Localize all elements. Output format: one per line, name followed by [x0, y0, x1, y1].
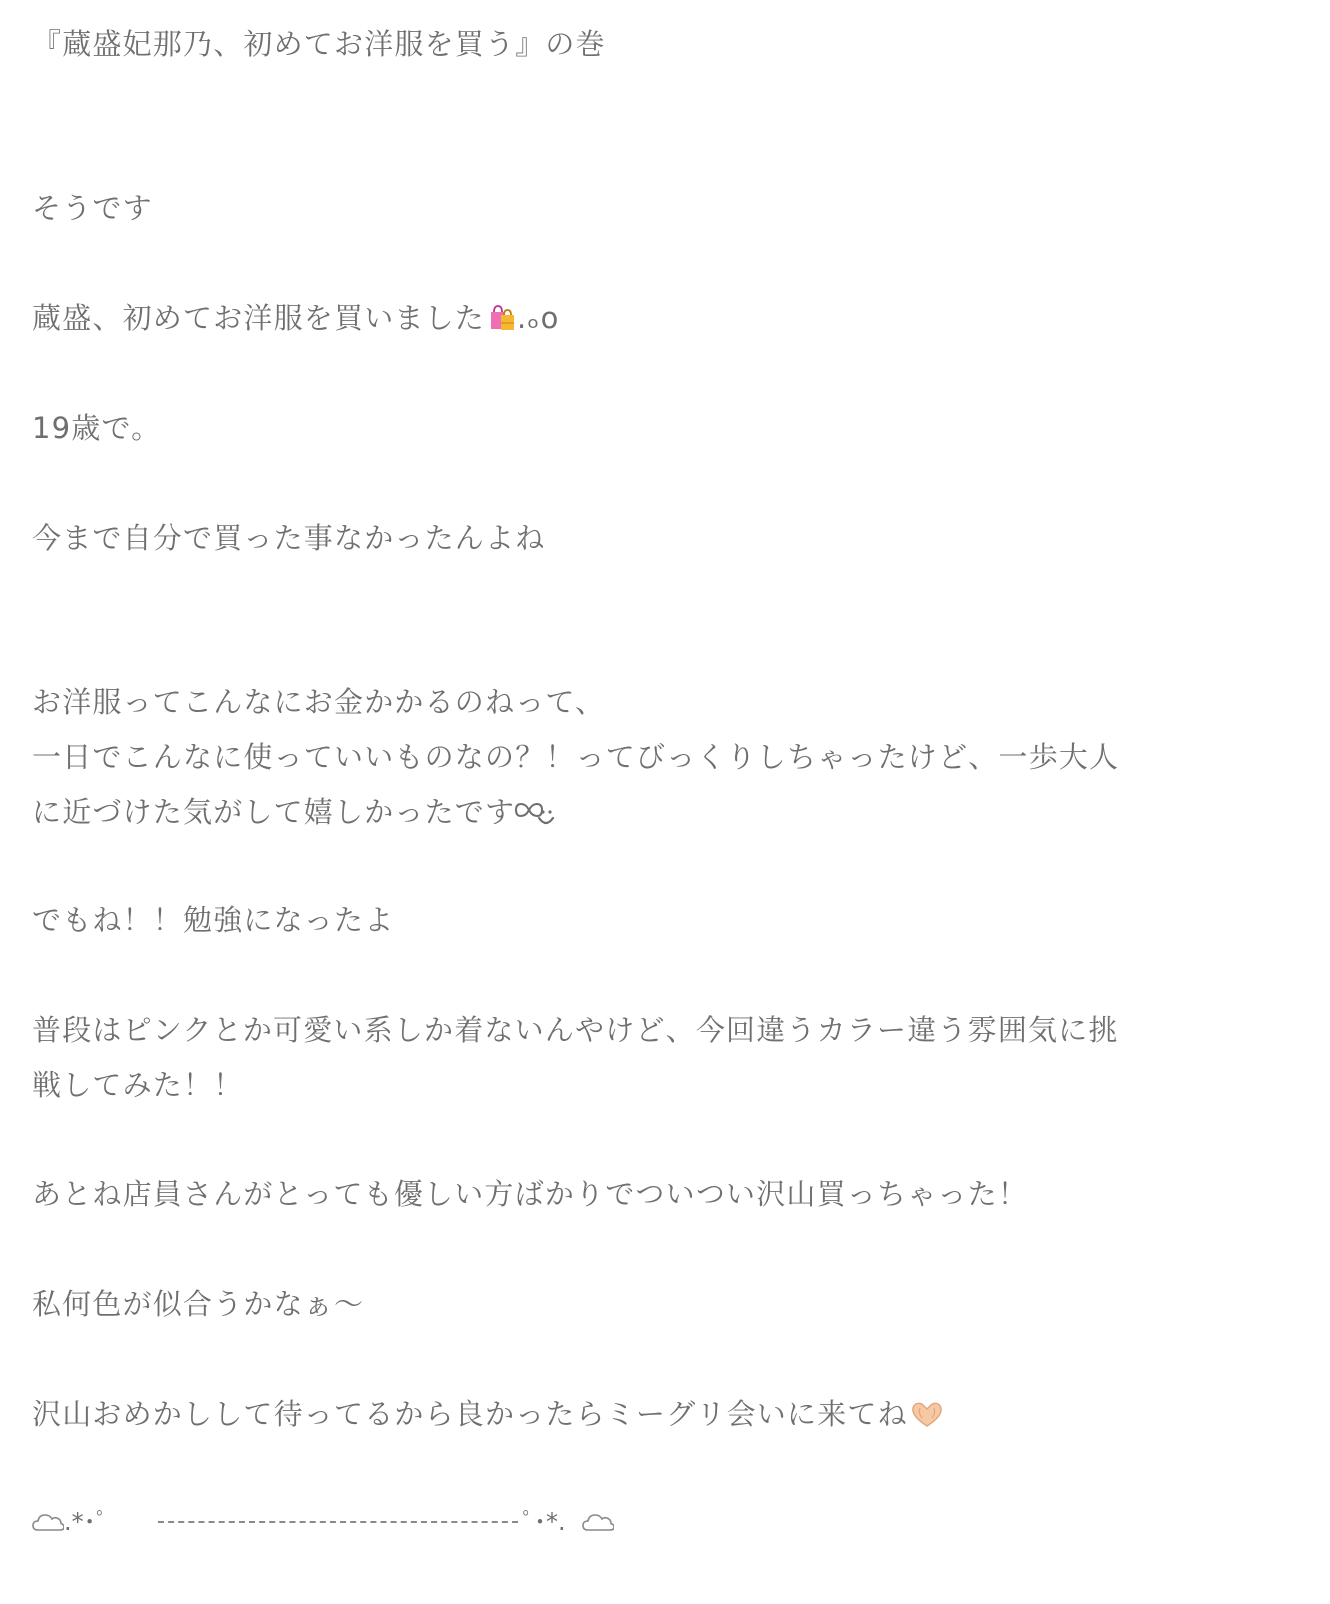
heart-hands-icon: [910, 1399, 944, 1429]
paragraph-line: に近づけた気がして嬉しかったです: [32, 784, 559, 840]
divider-decoration: [32, 1504, 632, 1540]
paragraph-line: お洋服ってこんなにお金かかるのねって、: [32, 685, 606, 719]
paragraph: 蔵盛、初めてお洋服を買いました .ₒo: [32, 301, 560, 335]
paragraph: そうです: [32, 191, 153, 225]
paragraph-line: 普段はピンクとか可愛い系しか着ないんやけど、今回違うカラー違う雰囲気に挑: [32, 1013, 1119, 1047]
paragraph: 今まで自分で買った事なかったんよね: [32, 521, 546, 555]
post-title: 『蔵盛妃那乃、初めてお洋服を買う』の巻: [32, 27, 606, 61]
smile-icon: [515, 796, 559, 830]
paragraph-line: 戦してみた！！: [32, 1068, 244, 1102]
cloud-icon: [582, 1510, 614, 1534]
paragraph: 私何色が似合うかなぁ〜: [32, 1287, 365, 1321]
divider-stars-left: .*･ﾟ: [64, 1508, 108, 1536]
paragraph: あとね店員さんがとっても優しい方ばかりでついつい沢山買っちゃった！: [32, 1177, 1029, 1211]
divider-stars-right: ﾟ･*.: [522, 1508, 566, 1536]
paragraph: 19歳で。: [32, 411, 162, 445]
dashed-rule: [158, 1521, 518, 1523]
cloud-icon: [32, 1510, 64, 1534]
paragraph-line: 一日でこんなに使っていいものなの？！ってびっくりしちゃったけど、一歩大人: [32, 740, 1120, 774]
paragraph: でもね！！勉強になったよ: [32, 903, 395, 937]
shopping-bags-icon: [487, 302, 517, 332]
paragraph: 沢山おめかしして待ってるから良かったらミーグリ会いに来てね: [32, 1386, 944, 1442]
